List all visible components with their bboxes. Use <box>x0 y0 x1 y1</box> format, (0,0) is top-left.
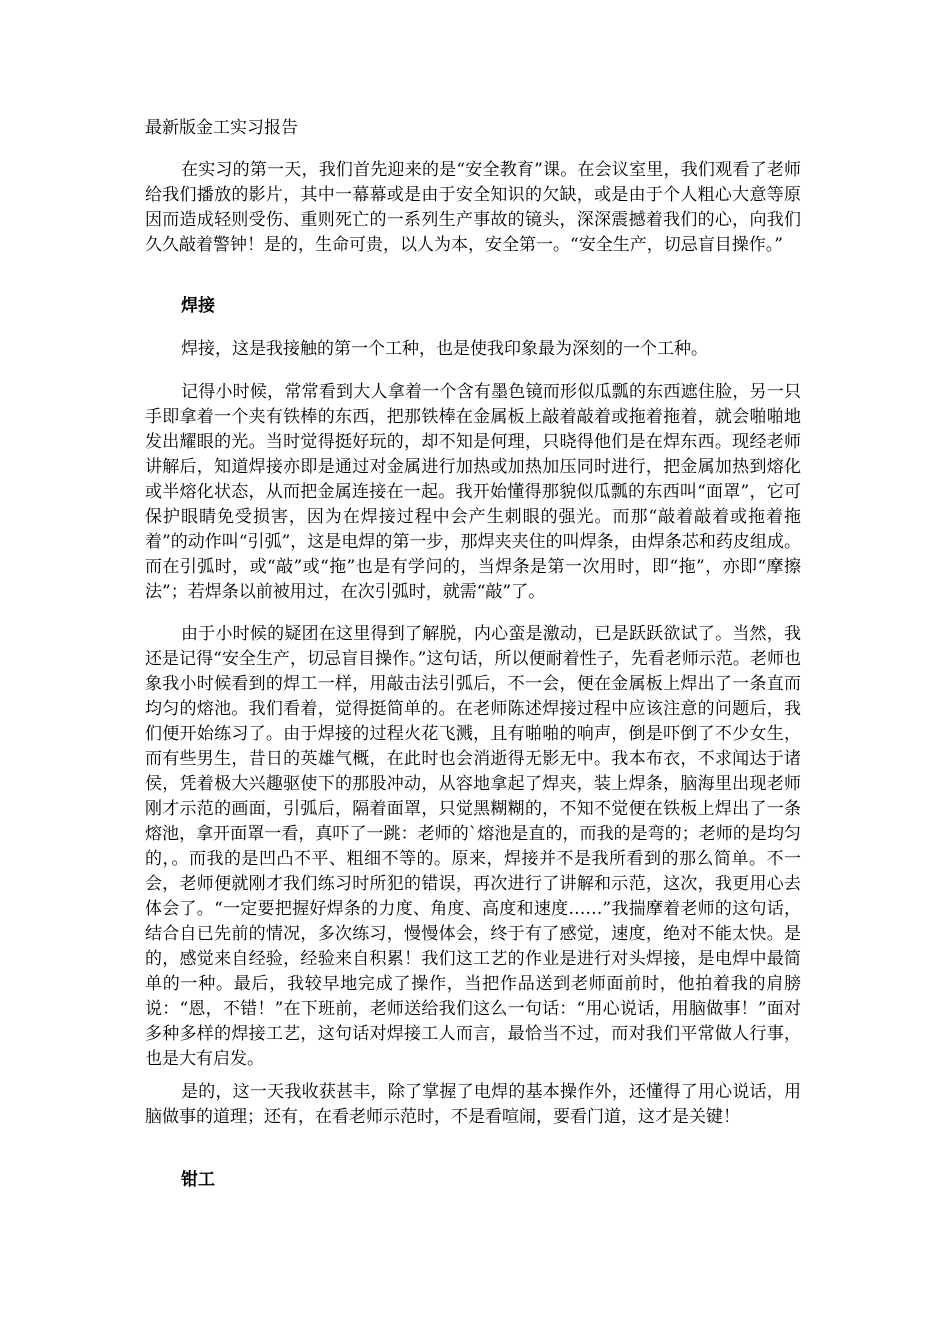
paragraph: 焊接，这是我接触的第一个工种，也是使我印象最为深刻的一个工种。 <box>181 339 708 359</box>
section-heading-fitter: 钳工 <box>181 1170 215 1190</box>
paragraph: 是的，这一天我收获甚丰，除了掌握了电焊的基本操作外，还懂得了用心说话，用脑做事的道理；还有，在看老师示范时，不是看喧闹，要看门道，这才是关键！ <box>145 1082 801 1127</box>
section-heading-welding: 焊接 <box>181 296 215 316</box>
paragraph: 由于小时候的疑团在这里得到了解脱，内心蛮是激动，已是跃跃欲试了。当然，我还是记得“安全生产，切忌盲目操作。”这句话，所以便耐着性子，先看老师示范。老师也象我小时候看到的焊工一样，用敲击法引弧后，不一会，便在金属板上焊出了一条直而均匀的熔池。我们看着，觉得挺简单的。在老师陈述焊接过程中应该注意的问题后，我们便开始练习了。由于焊接的过程火花飞溅，且有啪啪的响声，倒是吓倒了不少女生，而有些男生，昔日的英雄气概，在此时也会消逝得无影无中。我本布衣，不求闻达于诸侯，凭着极大兴趣驱使下的那股冲动，从容地拿起了焊夹，装上焊条，脑海里出现老师刚才示范的画面，引弧后，隔着面罩，只觉黑糊糊的，不知不觉便在铁板上焊出了一条熔池，拿开面罩一看，真吓了一跳：老师的`熔池是直的，而我的是弯的；老师的是均匀的，。而我的是凹凸不平、粗细不等的。原来，焊接并不是我所看到的那么简单。不一会，老师便就刚才我们练习时所犯的错误，再次进行了讲解和示范，这次，我更用心去体会了。“一定要把握好焊条的力度、角度、高度和速度……”我揣摩着老师的这句话，结合自已先前的情况，多次练习，慢慢体会，终于有了感觉，速度，绝对不能太快。是的，感觉来自经验，经验来自积累！我们这工艺的作业是进行对头焊接，是电焊中最简单的一种。最后，我较早地完成了操作，当把作品送到老师面前时，他拍着我的肩膀说：“恩，不错！”在下班前，老师送给我们这么一句话：“用心说话，用脑做事！”面对多种多样的焊接工艺，这句话对焊接工人而言，最恰当不过，而对我们平常做人行事，也是大有启发。 <box>145 624 801 1069</box>
document-title: 最新版金工实习报告 <box>145 118 298 138</box>
paragraph: 记得小时候，常常看到大人拿着一个含有墨色镜而形似瓜瓢的东西遮住脸，另一只手即拿着一个夹有铁棒的东西，把那铁棒在金属板上敲着敲着或拖着拖着，就会啪啪地发出耀眼的光。当时觉得挺好玩的，却不知是何理，只晓得他们是在焊东西。现经老师讲解后，知道焊接亦即是通过对金属进行加热或加热加压同时进行，把金属加热到熔化或半熔化状态，从而把金属连接在一起。我开始懂得那貌似瓜瓢的东西叫“面罩”，它可保护眼睛免受损害，因为在焊接过程中会产生刺眼的强光。而那“敲着敲着或拖着拖着”的动作叫“引弧”，这是电焊的第一步，那焊夹夹住的叫焊条，由焊条芯和药皮组成。而在引弧时，或“敲”或“拖”也是有学问的，当焊条是第一次用时，即“拖”，亦即“摩擦法”；若焊条以前被用过，在次引弧时，就需“敲”了。 <box>145 382 801 602</box>
intro-paragraph: 在实习的第一天，我们首先迎来的是“安全教育”课。在会议室里，我们观看了老师给我们播放的影片，其中一幕幕或是由于安全知识的欠缺，或是由于个人粗心大意等原因而造成轻则受伤、重则死亡的一系列生产事故的镜头，深深震撼着我们的心，向我们久久敲着警钟！是的，生命可贵，以人为本，安全第一。“安全生产，切忌盲目操作。” <box>145 160 801 255</box>
